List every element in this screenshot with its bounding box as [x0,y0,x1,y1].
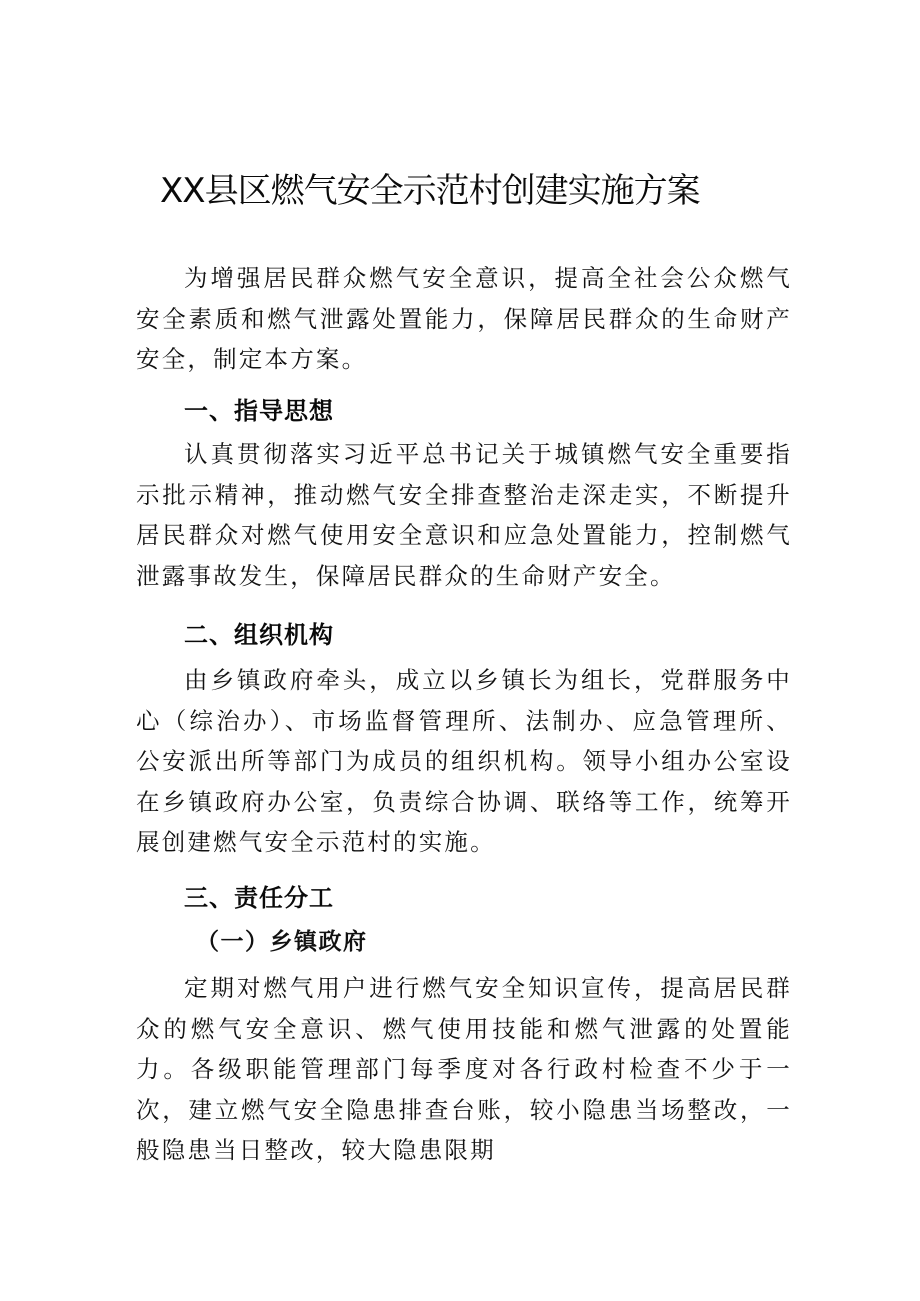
section-body-guiding-ideology: 认真贯彻落实习近平总书记关于城镇燃气安全重要指示批示精神，推动燃气安全排查整治走深走实，不断提升居民群众对燃气使用安全意识和应急处置能力，控制燃气泄露事故发生，保障居民群众的生命财产安全。 [136,440,792,590]
section-body-organization: 由乡镇政府牵头，成立以乡镇长为组长，党群服务中心（综治办）、市场监督管理所、法制办、应急管理所、公安派出所等部门为成员的组织机构。领导小组办公室设在乡镇政府办公室，负责综合协调、联络等工作，统筹开展创建燃气安全示范村的实施。 [136,666,792,856]
section-heading-organization: 二、组织机构 [184,621,334,649]
section-heading-guiding-ideology: 一、指导思想 [184,397,334,425]
document-title: XX县区燃气安全示范村创建实施方案 [160,171,700,211]
intro-paragraph: 为增强居民群众燃气安全意识，提高全社会公众燃气安全素质和燃气泄露处置能力，保障居民群众的生命财产安全，制定本方案。 [136,264,792,373]
section-heading-responsibilities: 三、责任分工 [184,884,334,912]
subsection-heading-township-government: （一）乡镇政府 [196,928,368,955]
section-body-responsibilities: 定期对燃气用户进行燃气安全知识宣传，提高居民群众的燃气安全意识、燃气使用技能和燃气泄露的处置能力。各级职能管理部门每季度对各行政村检查不少于一次，建立燃气安全隐患排查台账，较小隐患当场整改，一般隐患当日整改，较大隐患限期 [136,974,792,1164]
